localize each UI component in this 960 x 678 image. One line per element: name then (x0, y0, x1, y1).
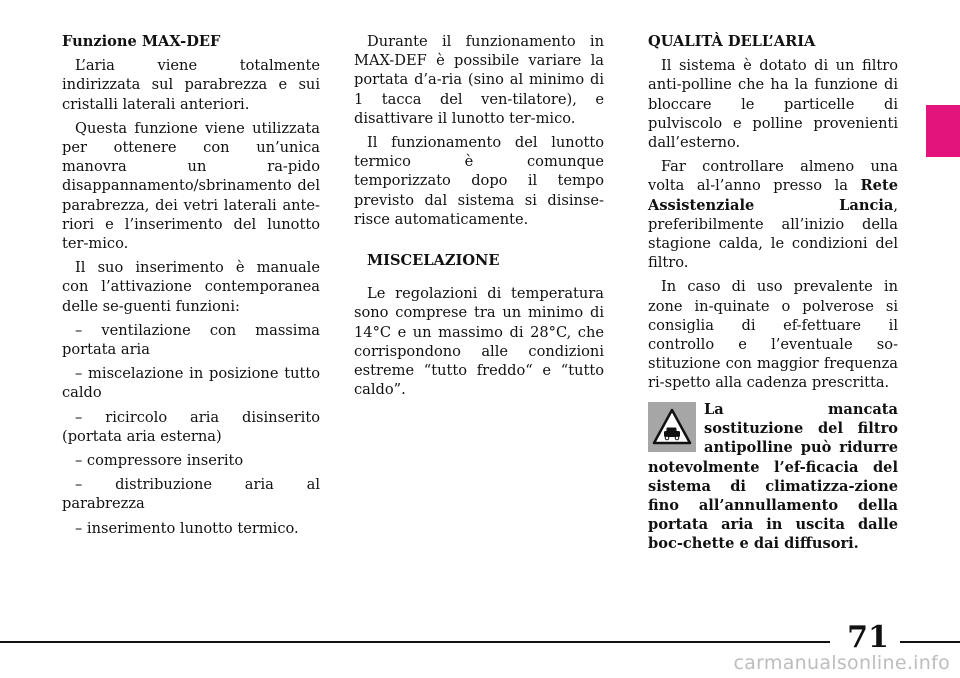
list-item: – compressore inserito (75, 452, 244, 470)
section-heading-miscelazione: MISCELAZIONE (367, 252, 500, 270)
paragraph: In caso di uso prevalente in zone in-quinate o polverose si consiglia di ef-fettuare il controllo e l’eventuale so-stituzione con maggior frequenza ri-spetto alla cadenza prescritta. (648, 278, 898, 392)
paragraph: Il sistema è dotato di un filtro anti-polline che ha la funzione di bloccare le particelle di pulviscolo e polline provenienti dall’esterno. (648, 57, 898, 152)
section-heading-max-def: Funzione MAX-DEF (62, 33, 221, 50)
paragraph: Questa funzione viene utilizzata per ottenere con un’unica manovra un ra-pido disappannamento/sbrinamento del parabrezza, dei vetri laterali ante-riori e l’inserimento del lunotto ter-mico. (62, 119, 320, 253)
footer-rule-right (900, 641, 960, 643)
list-item: – ventilazione con massima portata aria (62, 321, 320, 359)
footer-rule-left (0, 641, 830, 643)
paragraph: Il suo inserimento è manuale con l’attivazione contemporanea delle se-guenti funzioni: (62, 259, 320, 315)
section-tab-marker (926, 105, 960, 157)
bold-term: Rete Assistenziale Lancia (648, 177, 898, 214)
page-number: 71 (847, 620, 889, 655)
warning-note (648, 400, 898, 554)
watermark: carmanualsonline.info (733, 652, 950, 674)
list-item: – miscelazione in posizione tutto caldo (62, 365, 320, 402)
list-item: – distribuzione aria al parabrezza (62, 476, 320, 513)
column-3 (648, 32, 898, 398)
paragraph: Durante il funzionamento in MAX-DEF è possibile variare la portata d’a-ria (sino al minimo di 1 tacca del ven-tilatore), e disattivare il lunotto ter-mico. (354, 33, 604, 127)
text-run: Far controllare almeno una volta al-l’anno presso la (648, 158, 898, 195)
text-run: , preferibilmente all’inizio della stagione calda, le condizioni del filtro. (648, 196, 898, 272)
warning-triangle-car-icon (648, 402, 696, 452)
paragraph: Le regolazioni di temperatura sono comprese tra un minimo di 14°C e un massimo di 28°C, che corrispondono alle condizioni estreme “tutto freddo“ e “tutto caldo”. (354, 285, 604, 399)
warning-text: La mancata sostituzione del filtro antipolline può ridurre notevolmente l’ef-ficacia del sistema di climatizza-zione fino all’annullamento della portata aria in uscita dalle boc-chette e dai diffusori. (648, 401, 898, 553)
list-item: – inserimento lunotto termico. (75, 519, 299, 537)
section-heading-qualita-aria: QUALITÀ DELL’ARIA (648, 33, 816, 50)
paragraph: Il funzionamento del lunotto termico è comunque temporizzato dopo il tempo previsto dal sistema si disinse-risce automaticamente. (354, 134, 604, 228)
column-2 (354, 32, 604, 404)
list-item: – ricircolo aria disinserito (portata aria esterna) (62, 408, 320, 445)
column-1 (62, 32, 320, 543)
paragraph: L’aria viene totalmente indirizzata sul parabrezza e sui cristalli laterali anteriori. (62, 57, 320, 113)
paragraph (648, 157, 898, 272)
